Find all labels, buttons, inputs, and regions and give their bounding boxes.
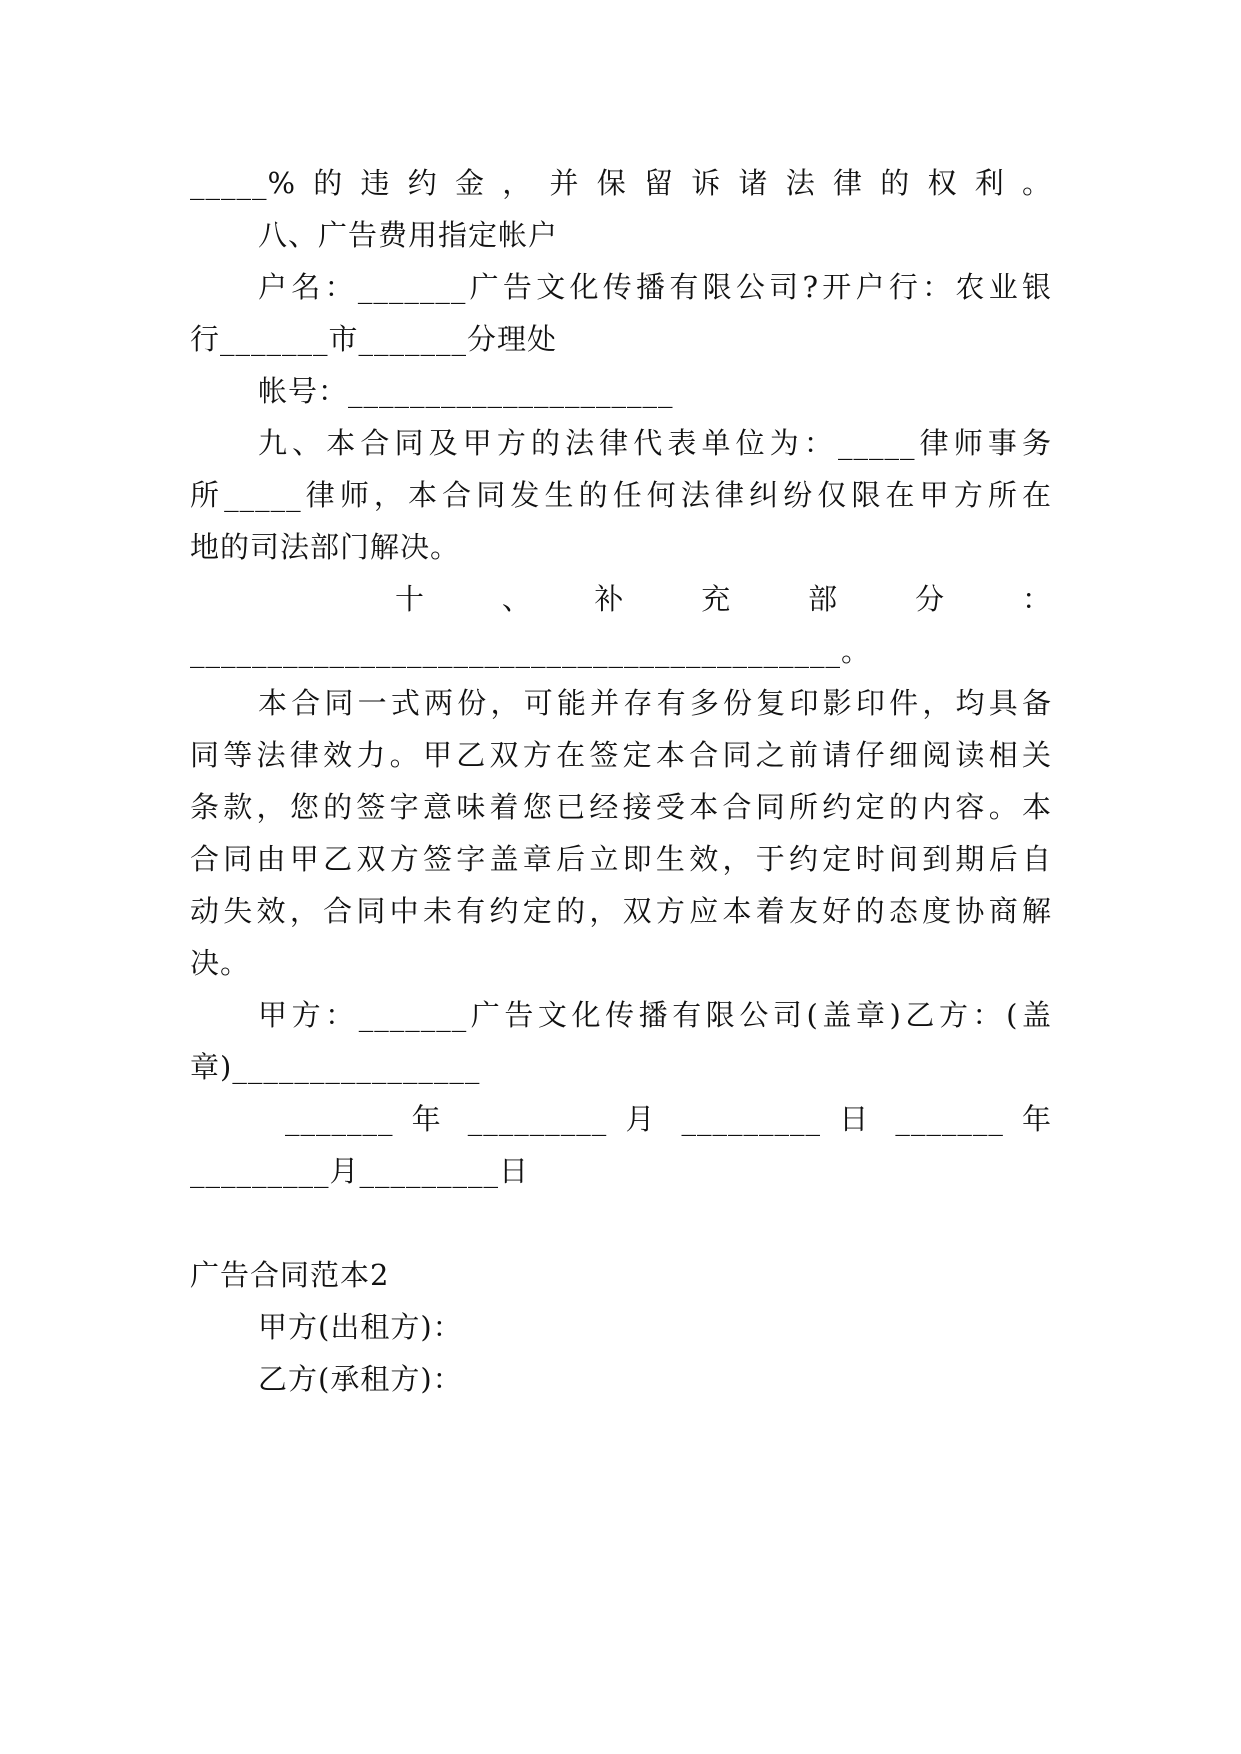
section-heading-legal-rep: 九、本合同及甲方的法律代表单位为：_____律师事务: [258, 426, 1052, 460]
paragraph-line-6: 决。: [190, 946, 251, 980]
text-line-penalty: _____%的违约金，并保留诉诸法律的权利。: [190, 166, 1052, 200]
text-line-supplement-blank: __________________________________________。: [190, 634, 872, 668]
paragraph-line-5: 动失效，合同中未有约定的，双方应本着友好的态度协商解: [190, 894, 1052, 928]
section-heading-supplement: 十 、 补 充 部 分 ：: [395, 582, 1052, 616]
text-line-legal-rep-end: 地的司法部门解决。: [190, 530, 461, 564]
paragraph-line-3: 条款，您的签字意味着您已经接受本合同所约定的内容。本: [190, 790, 1052, 824]
party-b-lessee: 乙方(承租方)：: [258, 1362, 463, 1396]
date-line-2: _________月_________日: [190, 1154, 530, 1188]
text-line-legal-rep: 所_____律师，本合同发生的任何法律纠纷仅限在甲方所在: [190, 478, 1052, 512]
document-subtitle: 广告合同范本2: [190, 1258, 390, 1292]
signature-line-party-a: 甲方：_______广告文化传播有限公司(盖章)乙方：(盖: [258, 998, 1052, 1032]
date-line-1: _______ 年 _________ 月 _________ 日 _______ 年: [285, 1102, 1052, 1136]
party-a-lessor: 甲方(出租方)：: [258, 1310, 463, 1344]
paragraph-line-2: 同等法律效力。甲乙双方在签定本合同之前请仔细阅读相关: [190, 738, 1052, 772]
text-line-bank-branch: 行_______市_______分理处: [190, 322, 558, 356]
paragraph-line-1: 本合同一式两份，可能并存有多份复印影印件，均具备: [258, 686, 1052, 720]
section-heading-account: 八、广告费用指定帐户: [258, 218, 559, 252]
text-line-account-number: 帐号：_____________________: [258, 374, 674, 408]
text-line-account-name: 户名：_______广告文化传播有限公司?开户行：农业银: [258, 270, 1052, 304]
signature-line-party-b: 章)________________: [190, 1050, 481, 1084]
paragraph-line-4: 合同由甲乙双方签字盖章后立即生效，于约定时间到期后自: [190, 842, 1052, 876]
